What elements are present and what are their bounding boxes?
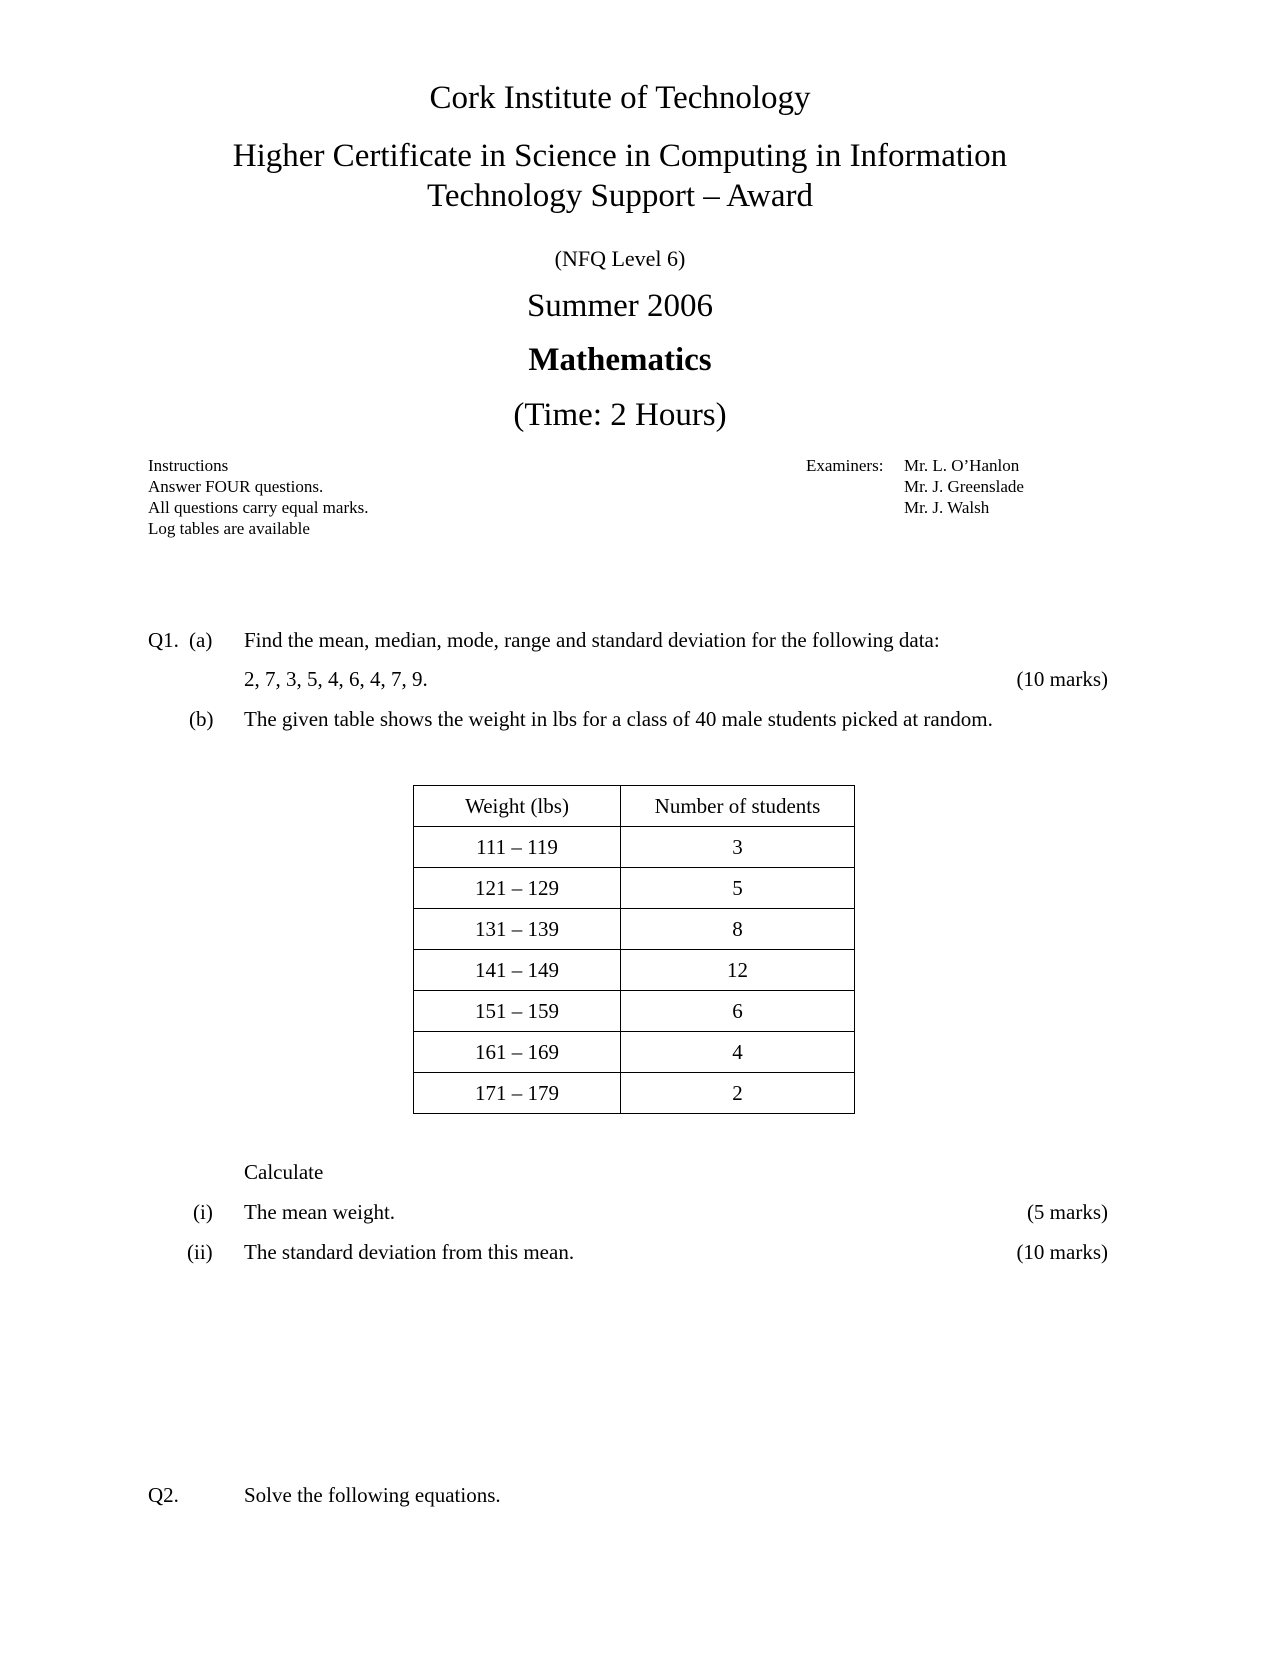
table-row bbox=[414, 827, 855, 868]
column-header-weight: Weight (lbs) bbox=[414, 786, 621, 827]
institution-title: Cork Institute of Technology bbox=[429, 80, 811, 116]
q2-label: Q2. bbox=[148, 1483, 179, 1507]
students-cell: 3 bbox=[621, 827, 855, 868]
examiners-list bbox=[904, 455, 1024, 518]
course-title-line2: Technology Support – Award bbox=[426, 178, 814, 214]
subject-title: Mathematics bbox=[528, 342, 712, 378]
q1-part-a-text: Find the mean, median, mode, range and standard deviation for the following data: bbox=[244, 628, 940, 652]
weight-cell: 171 – 179 bbox=[414, 1073, 621, 1114]
q1-sub-ii-marks: (10 marks) bbox=[1016, 1240, 1108, 1264]
table-row bbox=[414, 991, 855, 1032]
exam-session: Summer 2006 bbox=[526, 288, 714, 324]
instructions-title: Instructions bbox=[148, 456, 229, 475]
q1-sub-i-marks: (5 marks) bbox=[1026, 1200, 1108, 1224]
weight-cell: 161 – 169 bbox=[414, 1032, 621, 1073]
q1-part-b-label: (b) bbox=[189, 707, 214, 731]
students-cell: 8 bbox=[621, 909, 855, 950]
calculate-heading: Calculate bbox=[244, 1160, 324, 1184]
examiner-name: Mr. J. Walsh bbox=[904, 498, 990, 517]
exam-duration: (Time: 2 Hours) bbox=[513, 397, 727, 433]
q1-part-a-marks: (10 marks) bbox=[1016, 667, 1108, 691]
q1-sub-ii-label: (ii) bbox=[187, 1240, 213, 1264]
instruction-line: Log tables are available bbox=[148, 519, 310, 538]
students-cell: 12 bbox=[621, 950, 855, 991]
q1-sub-ii-text: The standard deviation from this mean. bbox=[244, 1240, 575, 1264]
q2-text: Solve the following equations. bbox=[244, 1483, 501, 1507]
table-header-row bbox=[414, 786, 855, 827]
weight-table bbox=[413, 785, 855, 1114]
nfq-level: (NFQ Level 6) bbox=[554, 246, 686, 271]
instruction-line: Answer FOUR questions. bbox=[148, 477, 324, 496]
table-row bbox=[414, 909, 855, 950]
table-row bbox=[414, 1073, 855, 1114]
table-row bbox=[414, 868, 855, 909]
weight-cell: 151 – 159 bbox=[414, 991, 621, 1032]
weight-cell: 121 – 129 bbox=[414, 868, 621, 909]
q1-sub-i-label: (i) bbox=[193, 1200, 213, 1224]
column-header-students: Number of students bbox=[621, 786, 855, 827]
q1-part-b-text: The given table shows the weight in lbs for a class of 40 male students picked at random. bbox=[244, 707, 993, 731]
q1-sub-i-text: The mean weight. bbox=[244, 1200, 396, 1224]
weight-cell: 141 – 149 bbox=[414, 950, 621, 991]
weight-cell: 111 – 119 bbox=[414, 827, 621, 868]
q1-part-a-data: 2, 7, 3, 5, 4, 6, 4, 7, 9. bbox=[244, 667, 428, 691]
q1-label: Q1. bbox=[148, 628, 179, 652]
examiners-label: Examiners: bbox=[806, 456, 884, 475]
students-cell: 6 bbox=[621, 991, 855, 1032]
students-cell: 5 bbox=[621, 868, 855, 909]
students-cell: 4 bbox=[621, 1032, 855, 1073]
q1-part-a-label: (a) bbox=[189, 628, 213, 652]
instruction-line: All questions carry equal marks. bbox=[148, 498, 369, 517]
weight-cell: 131 – 139 bbox=[414, 909, 621, 950]
course-title-line1: Higher Certificate in Science in Computing in Information bbox=[232, 138, 1008, 174]
table-row bbox=[414, 950, 855, 991]
table-row bbox=[414, 1032, 855, 1073]
students-cell: 2 bbox=[621, 1073, 855, 1114]
instructions-block bbox=[148, 455, 368, 539]
examiner-name: Mr. J. Greenslade bbox=[904, 477, 1024, 496]
examiner-name: Mr. L. O’Hanlon bbox=[904, 456, 1020, 475]
